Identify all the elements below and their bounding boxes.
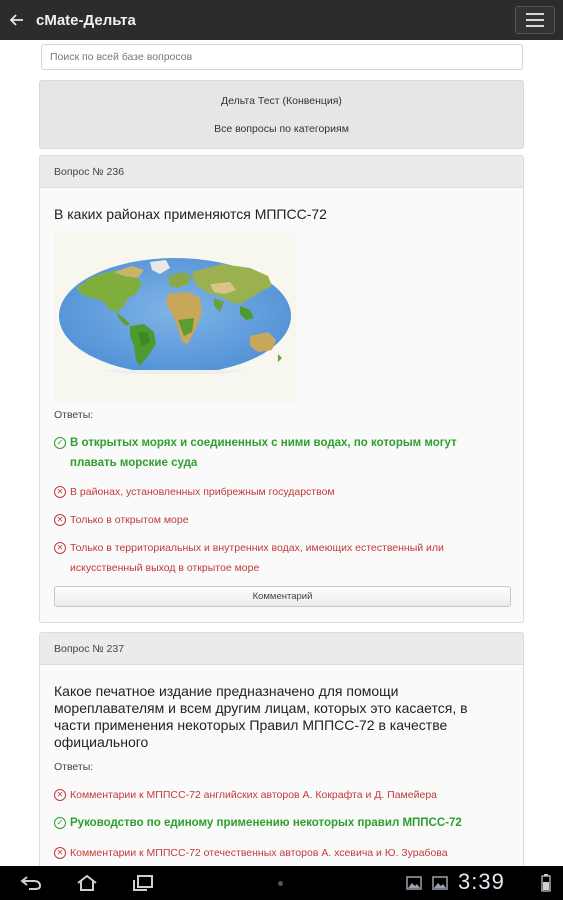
cross-circle-icon: ✕ (54, 542, 66, 554)
world-map-image (54, 232, 296, 402)
cross-circle-icon: ✕ (54, 847, 66, 859)
question-header: Вопрос № 237 (40, 633, 523, 665)
comment-button[interactable]: Комментарий (54, 586, 511, 607)
question-card-236 (39, 155, 524, 623)
answer-text: Комментарии к МППСС-72 отечественных авторов А. хсевича и Ю. Зурабова (70, 847, 448, 859)
gallery-icon (428, 871, 452, 895)
navigation-bar (0, 866, 563, 900)
gallery-icon (404, 871, 424, 895)
answer-text: В открытых морях и соединенных с ними водах, по которым могут плавать морские суда (70, 437, 457, 469)
question-card-237 (39, 632, 524, 866)
answer-text: В районах, установленных прибрежным государством (70, 486, 335, 498)
answer-incorrect (54, 843, 504, 863)
cross-circle-icon: ✕ (54, 789, 66, 801)
nav-back-icon[interactable] (16, 871, 46, 895)
answer-text: Только в открытом море (70, 514, 189, 526)
question-text: Какое печатное издание предназначено для помощи мореплавателям и всем другим лицам, которых это касается, в части применения некоторых Правил МППСС-72 в качестве официального (54, 683, 468, 750)
nav-recent-apps-icon[interactable] (128, 871, 158, 895)
answer-incorrect (54, 538, 494, 578)
answer-incorrect (54, 510, 504, 530)
all-questions-link[interactable]: Все вопросы по категориям (214, 123, 349, 135)
answers-label: Ответы: (54, 761, 94, 773)
answer-text: Комментарии к МППСС-72 английских авторов А. Кокрафта и Д. Памейера (70, 789, 438, 801)
question-header: Вопрос № 236 (40, 156, 523, 188)
answer-incorrect (54, 482, 504, 502)
question-text: В каких районах применяются МППСС-72 (54, 206, 327, 222)
search-input[interactable] (41, 44, 523, 70)
category-box (39, 80, 524, 149)
cross-circle-icon: ✕ (54, 486, 66, 498)
nav-home-icon[interactable] (72, 871, 102, 895)
answer-text: Руководство по единому применению некоторых правил МППСС-72 (70, 817, 462, 829)
indicator-dot (278, 881, 283, 886)
check-circle-icon: ✓ (54, 437, 66, 449)
answer-correct (54, 813, 504, 833)
content-area[interactable] (0, 40, 563, 866)
app-bar (0, 0, 563, 40)
back-arrow-icon[interactable] (2, 0, 32, 40)
answer-correct (54, 433, 504, 473)
status-clock: 3:39 (458, 869, 505, 894)
menu-icon[interactable] (515, 6, 555, 34)
answer-incorrect (54, 785, 504, 805)
answer-text: Только в территориальных и внутренних водах, имеющих естественный или искусственный выход в открытое море (70, 542, 444, 574)
app-title: сMate-Дельта (36, 11, 136, 29)
battery-icon (538, 871, 554, 895)
cross-circle-icon: ✕ (54, 514, 66, 526)
test-name-link[interactable]: Дельта Тест (Конвенция) (221, 95, 342, 107)
check-circle-icon: ✓ (54, 817, 66, 829)
answers-label: Ответы: (54, 409, 94, 421)
